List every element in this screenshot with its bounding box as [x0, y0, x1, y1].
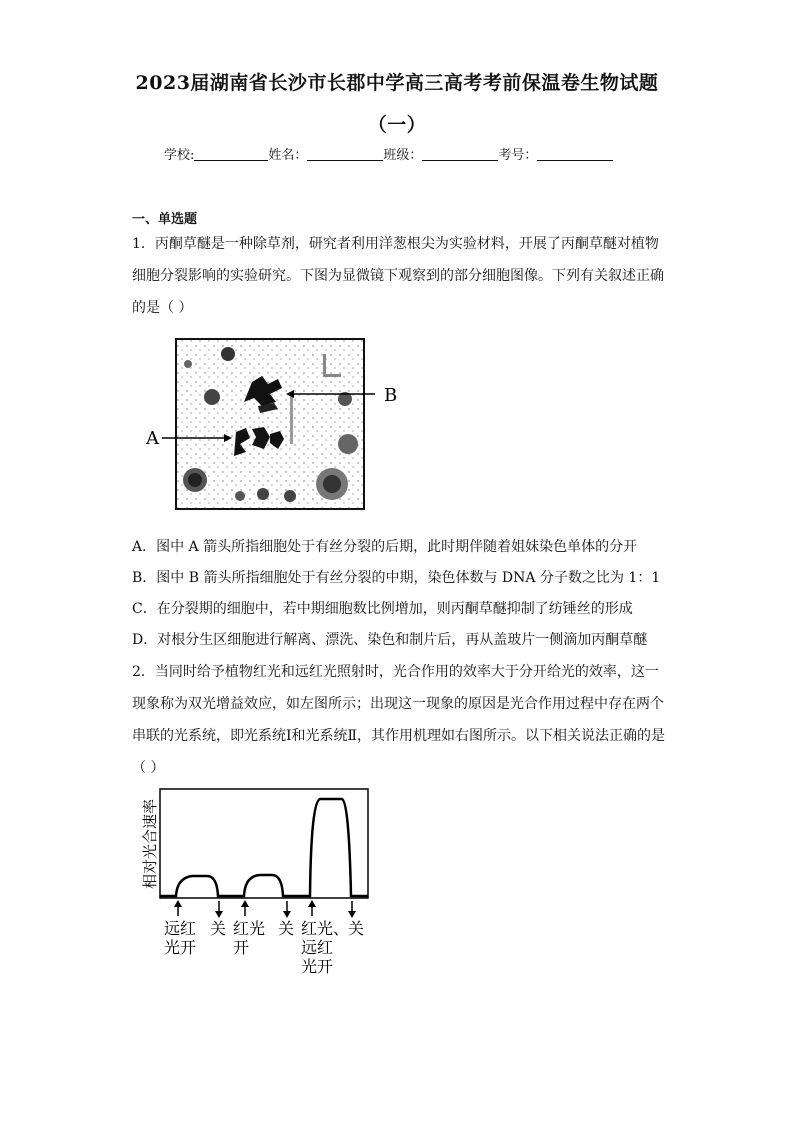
class-field[interactable]	[422, 146, 498, 161]
event-label-both-on-1: 红光、	[301, 919, 350, 938]
number-label: 考号：	[498, 148, 538, 163]
event-label-far-red-on-1: 远红	[164, 919, 197, 938]
event-label-off-3: 关	[348, 919, 365, 938]
event-arrows	[174, 900, 356, 918]
school-field[interactable]	[194, 146, 268, 161]
name-label: 姓名：	[268, 148, 308, 163]
rate-curve	[160, 799, 368, 896]
event-label-both-on-2: 远红	[301, 938, 334, 957]
exam-title: 2023届湖南省长沙市长郡中学高三高考考前保温卷生物试题	[135, 72, 659, 94]
question-2-stem: 2．当同时给予植物红光和远红光照射时，光合作用的效率大于分开给光的效率，这一现象称为双光增益效应，如左图所示；出现这一现象的原因是光合作用过程中存在两个串联的光系统，即光系统Ⅰ和光系统Ⅱ，其作用机理如右图所示。以下相关说法正确的是（ ）	[132, 664, 666, 776]
student-info-line	[164, 144, 613, 163]
event-label-red-on-2: 开	[233, 938, 250, 957]
micrograph-figure	[140, 334, 410, 514]
graph-ylabel: 相对光合速率	[141, 798, 159, 890]
event-label-far-red-on-2: 光开	[164, 938, 197, 957]
label-b: B	[384, 385, 398, 406]
event-label-off-2: 关	[278, 919, 295, 938]
event-label-red-on-1: 红光	[233, 919, 266, 938]
micrograph-image	[176, 339, 364, 509]
section-title: 一、单选题	[132, 212, 198, 227]
q1-option-c[interactable]: C．在分裂期的细胞中，若中期细胞数比例增加，则丙酮草醚抑制了纺锤丝的形成	[132, 601, 633, 617]
photosynthesis-rate-graph	[132, 786, 382, 986]
class-label: 班级：	[383, 148, 423, 163]
q1-option-b[interactable]: B．图中 B 箭头所指细胞处于有丝分裂的中期，染色体数与 DNA 分子数之比为 1：1	[132, 570, 661, 586]
number-field[interactable]	[537, 146, 613, 161]
event-labels	[164, 919, 364, 976]
name-field[interactable]	[307, 146, 383, 161]
question-1-stem: 1．丙酮草醚是一种除草剂，研究者利用洋葱根尖为实验材料，开展了丙酮草醚对植物细胞分裂影响的实验研究。下图为显微镜下观察到的部分细胞图像。下列有关叙述正确的是（ ）	[132, 236, 664, 316]
q1-option-a[interactable]: A．图中 A 箭头所指细胞处于有丝分裂的后期，此时期伴随着姐妹染色单体的分开	[132, 539, 638, 555]
event-label-both-on-3: 光开	[301, 957, 334, 976]
exam-subtitle: （一）	[367, 114, 427, 136]
graph-frame	[160, 789, 368, 898]
school-label: 学校:	[164, 148, 195, 163]
q1-option-d[interactable]: D．对根分生区细胞进行解离、漂洗、染色和制片后，再从盖玻片一侧滴加丙酮草醚	[132, 632, 648, 648]
label-a: A	[146, 428, 159, 449]
event-label-off-1: 关	[210, 919, 227, 938]
